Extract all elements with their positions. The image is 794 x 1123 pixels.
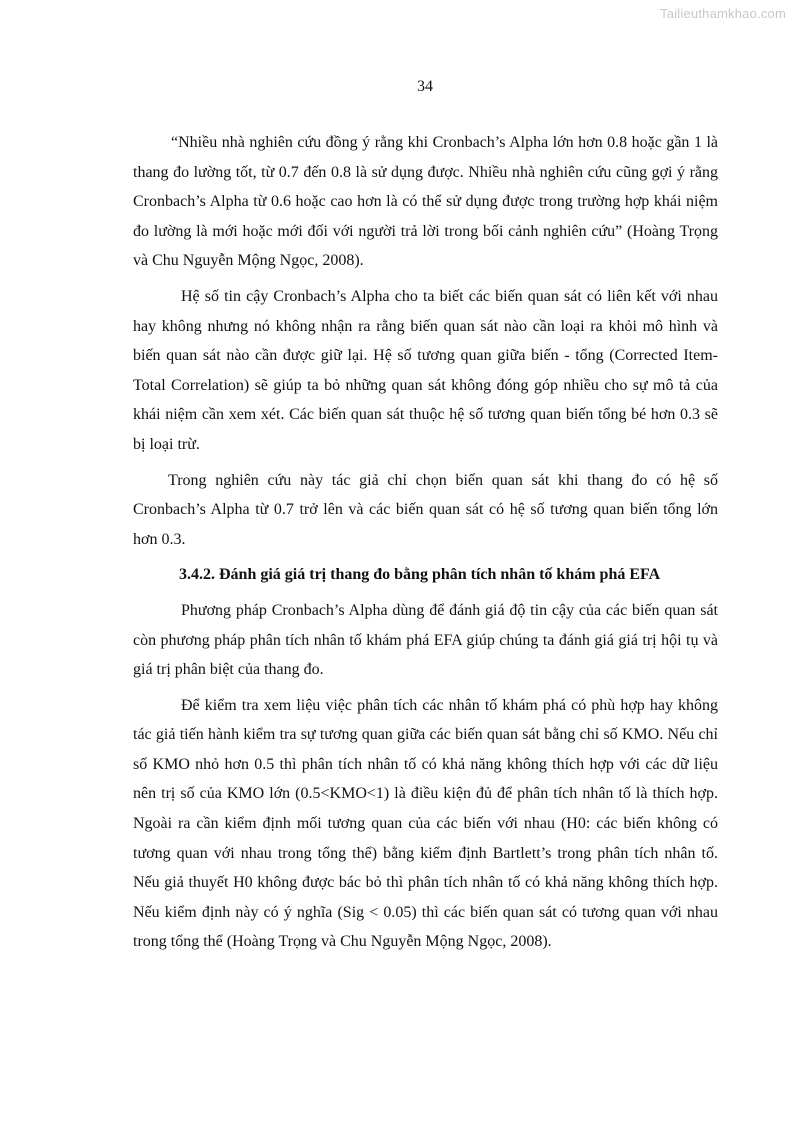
page-number: 34 [417,78,433,95]
document-body [133,128,718,963]
section-heading-efa: 3.4.2. Đánh giá giá trị thang đo bằng phân tích nhân tố khám phá EFA [179,566,661,584]
paragraph-kmo-bartlett: Để kiểm tra xem liệu việc phân tích các nhân tố khám phá có phù hợp hay không tác giả tiến hành kiểm tra sự tương quan giữa các biến quan sát bằng chỉ số KMO. Nếu chỉ số KMO nhỏ hơn 0.5 thì phân tích nhân tố có khả năng không thích hợp với các dữ liệu nên trị số của KMO lớn (0.5<KMO<1) là điều kiện đủ để phân tích nhân tố là thích hợp. Ngoài ra cần kiểm định mối tương quan của các biến với nhau (H0: các biến không có tương quan với nhau trong tổng thể) bằng kiểm định Bartlett’s trong phân tích nhân tố. Nếu giả thuyết H0 không được bác bỏ thì phân tích nhân tố có khả năng không thích hợp. Nếu kiểm định này có ý nghĩa (Sig < 0.05) thì các biến quan sát có tương quan với nhau trong tổng thể (Hoàng Trọng và Chu Nguyễn Mộng Ngọc, 2008). [133,696,718,951]
paragraph-efa-purpose: Phương pháp Cronbach’s Alpha dùng để đánh giá độ tin cậy của các biến quan sát còn phương pháp phân tích nhân tố khám phá EFA giúp chúng ta đánh giá giá trị hội tụ và giá trị phân biệt của thang đo. [133,601,718,679]
paragraph-cronbach-quote: “Nhiều nhà nghiên cứu đồng ý rằng khi Cronbach’s Alpha lớn hơn 0.8 hoặc gần 1 là thang đo lường tốt, từ 0.7 đến 0.8 là sử dụng được. Nhiều nhà nghiên cứu cũng gợi ý rằng Cronbach’s Alpha từ 0.6 hoặc cao hơn là có thể sử dụng được trong trường hợp khái niệm đo lường là mới hoặc mới đối với người trả lời trong bối cảnh nghiên cứu” (Hoàng Trọng và Chu Nguyễn Mộng Ngọc, 2008). [133,134,718,270]
watermark: Tailieuthamkhao.com [660,6,786,21]
paragraph-reliability-coefficient: Hệ số tin cậy Cronbach’s Alpha cho ta biết các biến quan sát có liên kết với nhau hay không nhưng nó không nhận ra rằng biến quan sát nào cần loại ra khỏi mô hình và biến quan sát nào cần được giữ lại. Hệ số tương quan giữa biến - tổng (Corrected Item-Total Correlation) sẽ giúp ta bỏ những quan sát không đóng góp nhiều cho sự mô tả của khái niệm cần xem xét. Các biến quan sát thuộc hệ số tương quan biến tổng bé hơn 0.3 sẽ bị loại trừ. [133,287,718,453]
paragraph-selection-criteria: Trong nghiên cứu này tác giả chỉ chọn biến quan sát khi thang đo có hệ số Cronbach’s Alpha từ 0.7 trở lên và các biến quan sát có hệ số tương quan biến tổng lớn hơn 0.3. [133,471,718,548]
